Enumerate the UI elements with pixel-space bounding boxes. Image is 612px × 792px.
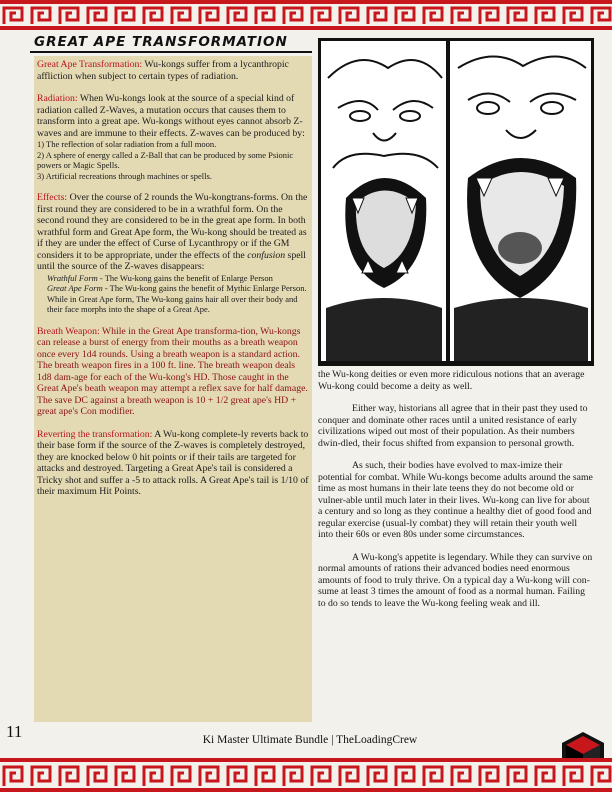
- intro-body: Wu-kongs suffer from a lycanthropic affliction when subject to certain types of radiation.: [37, 59, 289, 82]
- main-text-column: [318, 369, 594, 729]
- page-number: 11: [6, 722, 23, 741]
- radiation-paragraph: [37, 93, 309, 139]
- deity-paragraph: the Wu-kong deities or even more ridiculous notions that an average Wu-kong could become a deity as well.: [318, 369, 585, 392]
- top-meander-pattern: [0, 0, 612, 30]
- breath-weapon-body: While in the Great Ape transforma-tion, Wu-kongs can release a burst of energy from their mouths as a breath weapon once every 1d4 rounds. Using a breath weapon is a standard action. The breath weapon fires in a 100 ft. line. The breath weapon deals 1d8 dam-age for each of the Wu-kong's HD. Those caught in the Great Ape's beath weapon may attempt a reflex save for half damage. The save DC against a breath weapon is 10 + 1/2 great ape's HD + great ape's Con modifier.: [37, 325, 308, 417]
- breath-weapon-heading: Breath Weapon:: [37, 325, 100, 337]
- radiation-list-item-3: 3) Artificial recreations through machines or spells.: [37, 170, 212, 181]
- great-ape-artwork: [318, 38, 594, 366]
- reverting-heading: Reverting the transformation:: [37, 428, 153, 440]
- wrathful-form-name: Wrathful Form: [47, 272, 98, 283]
- radiation-body: When Wu-kongs look at the source of a special kind of radiation called Z-Waves, a mutation occurs that causes them to transform into a great ape. Wu-kongs without eyes cannot absorb Z-waves and are immune to their effects. Z-waves can be produced by:: [37, 93, 305, 139]
- bottom-greek-key-border: [0, 758, 612, 792]
- reverting-body: A Wu-kong complete-ly reverts back to their base form if the source of the Z-waves is completely destroyed, they are knocked below 0 hit points or if their tails are targeted for attacks and destroyed. Targeting a Great Ape's tail is considered a Tricky shot and suffer a -5 to attack rolls. A Great Ape's tail is 1/10 of their maximum Hit Points.: [37, 428, 309, 497]
- effects-body-b: spell until the source of the Z-waves disappears:: [37, 249, 306, 272]
- great-ape-form-name: Great Ape Form: [47, 283, 103, 293]
- great-ape-illustration: [318, 38, 594, 366]
- intro-paragraph: [37, 59, 309, 82]
- page-title: GREAT APE TRANSFORMATION: [34, 34, 288, 50]
- great-ape-form-desc: - The Wu-kong gains the benefit of Mythic Enlarge Person. While in Great Ape form, The Wu-kong gains hair all over their body and their face morphs into the shape of a Great Ape.: [47, 283, 307, 314]
- appetite-paragraph: A Wu-kong's appetite is legendary. While they can survive on normal amounts of rations their advanced bodies need enormous amounts of food to truly thrive. On a typical day a Wu-kong will con-sume at least 3 times the amount of food as a normal human. Failing to do so tends to leave the Wu-kong feeling weak and ill.: [318, 551, 593, 609]
- radiation-list-item-1: 1) The reflection of solar radiation from a full moon.: [37, 139, 217, 149]
- great-ape-form-entry: [37, 283, 309, 315]
- effects-body-a: Over the course of 2 rounds the Wu-kongtrans-forms. On the first round they are considered to be in a wrathful form. On the second round they are considered to be in the great ape form. In both wrathful form and Great Ape form, the Wu-kong should be treated as if they are under the effect of Curse of Lycanthropy or if the GM considers it to be appropriate, under the effects of the: [37, 192, 308, 261]
- effects-paragraph: [37, 192, 309, 273]
- confusion-spell-term: confusion: [247, 249, 286, 261]
- breath-weapon-paragraph: [37, 326, 309, 418]
- title-underline: [30, 51, 312, 53]
- wrathful-form-desc: - The Wu-kong gains the benefit of Enlarge Person: [97, 272, 273, 283]
- sidebar-text-column: [34, 56, 312, 722]
- radiation-list-item-2: 2) A sphere of energy called a Z-Ball that can be produced by some Psionic powers or Magic Spells.: [37, 149, 294, 170]
- wrathful-form-entry: [37, 273, 309, 284]
- lifespan-paragraph: As such, their bodies have evolved to max-imize their potential for combat. While Wu-kongs become adults around the same time as most humans in their late teens they do not become old or vulner-able until much later in their lives. Wu-kong can live for about a century and so long as they continue a healthy diet of good food and regular exercise (usual-ly combat) they will retain their youth well into their 60s or even 80s under some circumstances.: [318, 460, 593, 540]
- reverting-paragraph: [37, 429, 309, 498]
- transformation-heading: Great Ape Transformation:: [37, 59, 143, 70]
- radiation-heading: Radiation:: [37, 93, 78, 104]
- effects-heading: Effects:: [37, 192, 68, 203]
- top-greek-key-border: [0, 0, 612, 30]
- history-paragraph: Either way, historians all agree that in their past they used to conquer and dominate other races until a united resistance of early civilizations wiped out most of their population. As their numbers dwin-dled, their focus shifted from expansion to personal growth.: [318, 403, 588, 449]
- footer-credit: Ki Master Ultimate Bundle | TheLoadingCrew: [202, 734, 418, 746]
- bottom-meander-pattern: [0, 758, 612, 792]
